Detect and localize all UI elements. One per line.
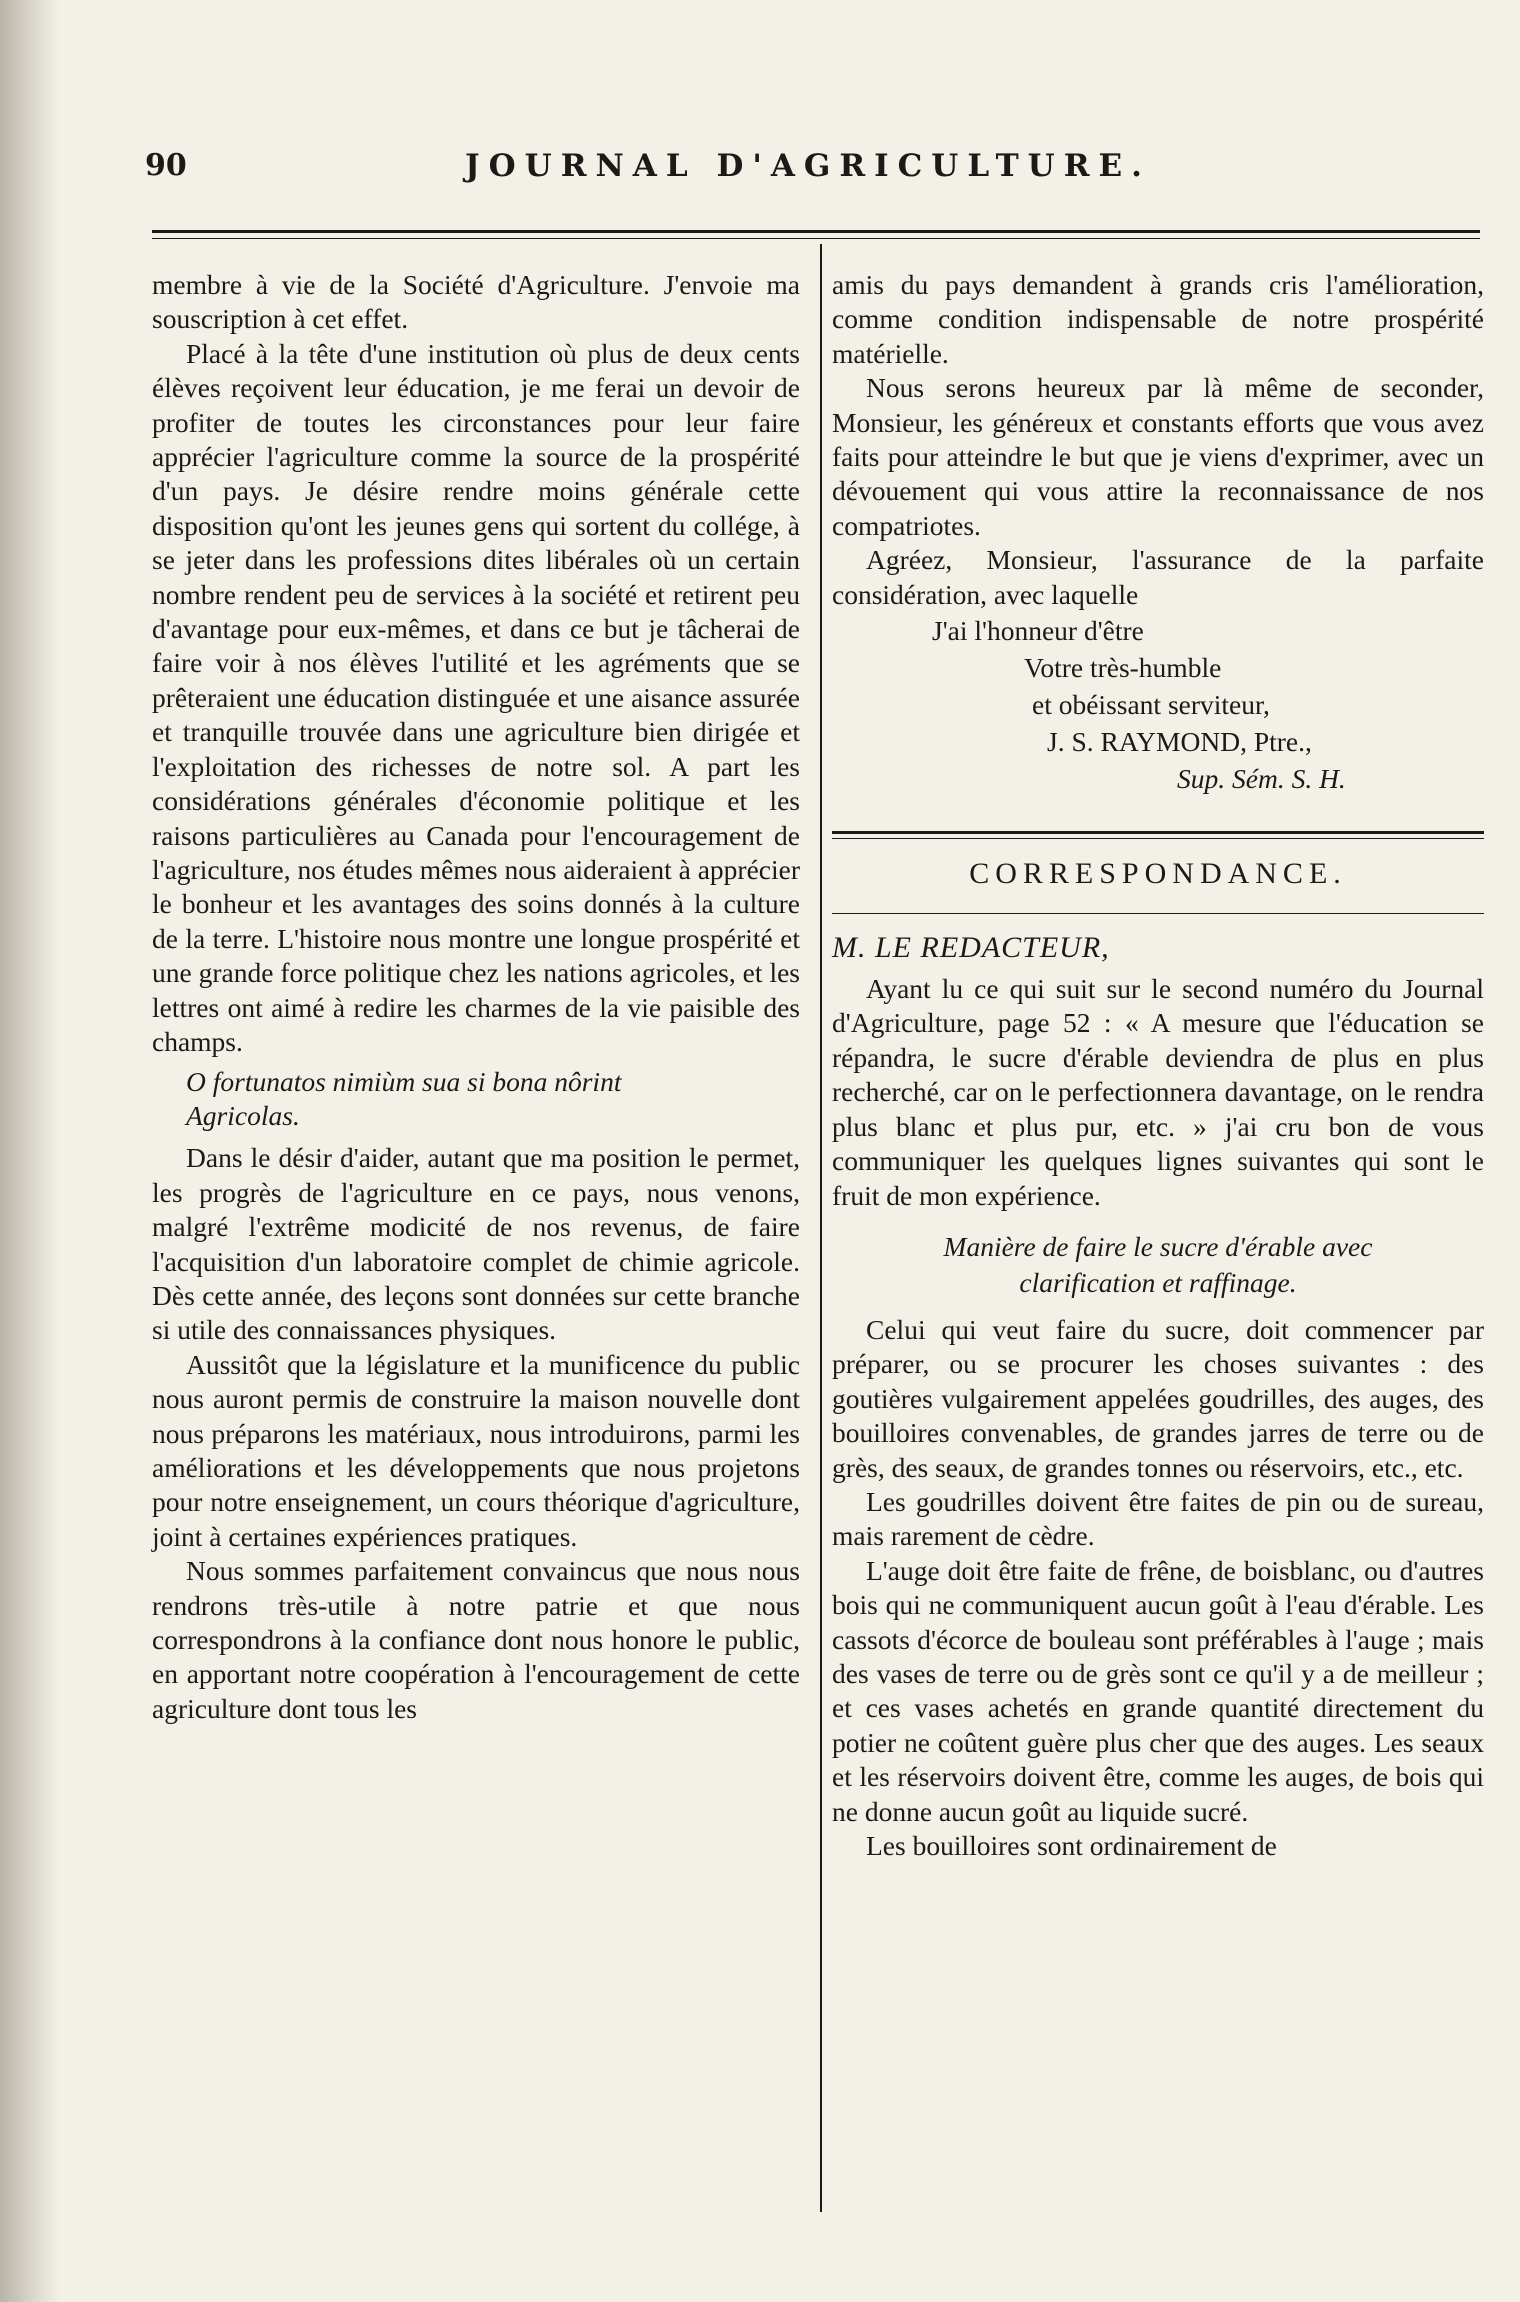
- paragraph: Placé à la tête d'une institution où plus de deux cents élèves reçoivent leur éducation, je me ferai un devoir de profiter de toutes les circonstances pour leur faire apprécier l'agriculture comme la source de la prospérité d'un pays. Je désire rendre moins générale cette disposition qu'ont les jeunes gens qui sortent du collége, à se jeter dans les professions dites libérales où un certain nombre rendent peu de services à la société et retirent peu d'avantage pour eux-mêmes, et dans ce but je tâcherai de faire voir à nos élèves l'utilité et les agréments que se prêteraient une éducation distinguée et une aisance assurée et tranquille trouvée dans une agriculture bien dirigée et l'exploitation des richesses de notre sol. A part les considérations générales d'économie politique et les raisons particulières au Canada pour l'encouragement de l'agriculture, nos études mêmes nous aideraient à apprécier le bonheur et les avantages des soins donnés à la culture de la terre. L'histoire nous montre une longue prospérité et une grande force politique chez les nations agricoles, et les lettres ont aimé à redire les charmes de la vie paisible des champs.: [152, 337, 800, 1057]
- paragraph: Ayant lu ce qui suit sur le second numéro du Journal d'Agriculture, page 52 : « A mesure que l'éducation se répandra, le sucre d'érable deviendra de plus en plus recherché, car on le perfectionnera davantage, on le rendra plus blanc et plus pur, etc. » j'ai cru bon de vous communiquer les quelques lignes suivantes qui sont le fruit de mon expérience.: [832, 973, 1484, 1211]
- paragraph: amis du pays demandent à grands cris l'amélioration, comme condition indispensable de notre prospérité matérielle.: [832, 269, 1484, 369]
- paragraph: Dans le désir d'aider, autant que ma position le permet, les progrès de l'agriculture en ce pays, nous venons, malgré l'extrême modicité de nos revenus, de faire l'acquisition d'un laboratoire complet de chimie agricole. Dès cette année, des leçons sont données sur cette branche si utile des connaissances physiques.: [152, 1142, 800, 1346]
- page-edge-shadow: [0, 0, 60, 2302]
- paragraph: Les goudrilles doivent être faites de pin ou de sureau, mais rarement de cèdre.: [832, 1485, 1484, 1552]
- right-column: [832, 268, 1484, 1863]
- signature-line: J'ai l'honneur d'être: [932, 615, 1144, 647]
- left-column: [152, 268, 800, 1726]
- header-rule-thin: [152, 238, 1480, 239]
- signature-line: Votre très-humble: [1024, 652, 1222, 684]
- signature-line: et obéissant serviteur,: [1032, 689, 1270, 721]
- subheading: [832, 1229, 1484, 1301]
- section-rule-thin: [832, 838, 1484, 839]
- paragraph: L'auge doit être faite de frêne, de boisblanc, ou d'autres bois qui ne communiquent aucun goût à l'eau d'érable. Les cassots d'écorce de bouleau sont préférables à l'auge ; mais des vases de terre ou de grès sont ce qu'il y a de meilleur ; et ces vases achetés en grande quantité directement du potier ne coûtent guère plus cher que des auges. Les seaux et les réservoirs doivent être, comme les auges, de bois qui ne donne aucun goût au liquide sucré.: [832, 1554, 1484, 1827]
- paragraph: Agréez, Monsieur, l'assurance de la parfaite considération, avec laquelle: [832, 544, 1484, 610]
- running-head: JOURNAL D'AGRICULTURE.: [465, 148, 1151, 184]
- paragraph: Nous serons heureux par là même de seconder, Monsieur, les généreux et constants efforts que vous avez faits pour atteindre le but que je viens d'exprimer, avec un dévouement qui vous attire la reconnaissance de nos compatriotes.: [832, 372, 1484, 541]
- subheading-line: Manière de faire le sucre d'érable avec: [943, 1230, 1373, 1262]
- paragraph: Aussitôt que la législature et la munificence du public nous auront permis de construire la maison nouvelle dont nous préparons les matériaux, nous introduirons, parmi les améliorations et les développements que nous projetons pour notre enseignement, un cours théorique d'agriculture, joint à certaines expériences pratiques.: [152, 1348, 800, 1552]
- header-rule: [152, 230, 1480, 233]
- signature-block: [832, 612, 1484, 797]
- latin-quote: [186, 1065, 800, 1133]
- salutation: M. LE REDACTEUR,: [832, 931, 1110, 965]
- page-number: 90: [145, 148, 187, 183]
- subheading-line: clarification et raffinage.: [1019, 1266, 1297, 1298]
- column-divider: [820, 244, 822, 2212]
- paragraph: Nous sommes parfaitement convaincus que nous nous rendrons très-utile à notre patrie et que nous correspondrons à la confiance dont nous honore le public, en apportant notre coopération à l'encouragement de cette agriculture dont tous les: [152, 1555, 800, 1724]
- section-rule: [832, 831, 1484, 834]
- section-title: CORRESPONDANCE.: [969, 857, 1347, 891]
- quote-line: O fortunatos nimiùm sua si bona nôrint: [186, 1066, 622, 1098]
- paragraph: membre à vie de la Société d'Agriculture. J'envoie ma souscription à cet effet.: [152, 269, 800, 335]
- paragraph: Celui qui veut faire du sucre, doit commencer par préparer, ou se procurer les choses suivantes : des goutières vulgairement appelées goudrilles, des auges, des bouilloires convenables, de grandes jarres de terre ou de grès, des seaux, de grandes tonnes ou réservoirs, etc., etc.: [832, 1313, 1484, 1483]
- signature-name: J. S. RAYMOND, Ptre.,: [1047, 726, 1312, 758]
- signature-title: Sup. Sém. S. H.: [1177, 763, 1346, 795]
- section-rule-under-title: [832, 913, 1484, 914]
- paragraph: Les bouilloires sont ordinairement de: [866, 1830, 1277, 1861]
- quote-line: Agricolas.: [186, 1100, 300, 1132]
